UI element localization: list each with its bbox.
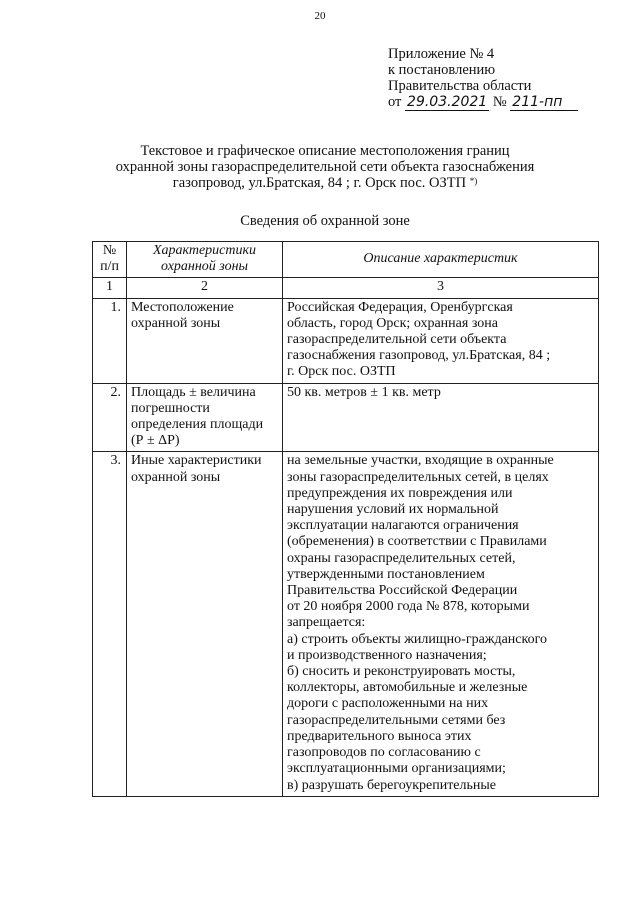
appendix-date-line <box>388 94 628 111</box>
document-title <box>60 143 590 191</box>
page-number: 20 <box>314 10 326 22</box>
number-label: № <box>492 94 507 110</box>
table-row <box>93 452 599 796</box>
row-number: 1. <box>93 298 127 383</box>
description-cell: Российская Федерация, Оренбургская область, город Орск; охранная зона газораспределительной сети объекта газоснабжения газопровод, ул.Братская, 84 ; г. Орск пос. ОЗТП <box>283 298 599 383</box>
title-line-2: охранной зоны газораспределительной сети объекта газоснабжения <box>115 159 535 175</box>
handwritten-number: 211-пп <box>510 95 578 111</box>
appendix-line-3: Правительства области <box>388 78 532 94</box>
column-number-row <box>93 278 599 298</box>
characteristic-cell: Иные характеристики охранной зоны <box>127 452 283 796</box>
title-line-3 <box>60 175 590 191</box>
column-number: 3 <box>283 278 599 298</box>
section-heading: Сведения об охранной зоне <box>240 213 410 229</box>
characteristic-cell: Местоположение охранной зоны <box>127 298 283 383</box>
handwritten-date: 29.03.2021 <box>407 94 488 110</box>
header-characteristics: Характеристики охранной зоны <box>127 242 283 278</box>
protection-zone-table <box>92 241 599 797</box>
table-row <box>93 383 599 452</box>
row-number: 3. <box>93 452 127 796</box>
description-cell: на земельные участки, входящие в охранные зоны газораспределительных сетей, в целях предупреждения их повреждения или нарушения условий их нормальной эксплуатации налагаются ограничения (обременения) в соответствии с Правилами охраны газораспределительных сетей, утвержденными постановлением Правительства Российской Федерации от 20 ноября 2000 года № 878, которыми запрещается: а) строить объекты жилищно-гражданского и производственного назначения; б) сносить и реконструировать мосты, коллекторы, автомобильные и железные дороги с расположенными на них газораспределительными сетями без предварительного выноса этих газопроводов по согласованию с эксплуатационными организациями; в) разрушать берегоукрепительные <box>283 452 599 796</box>
column-number: 1 <box>93 278 127 298</box>
characteristic-cell: Площадь ± величина погрешности определения площади (Р ± ΔР) <box>127 383 283 452</box>
appendix-line-1: Приложение № 4 <box>388 46 495 62</box>
footnote-mark: *) <box>469 176 478 186</box>
appendix-block <box>388 46 628 111</box>
appendix-line-2: к постановлению <box>388 62 496 78</box>
column-number: 2 <box>127 278 283 298</box>
row-number: 2. <box>93 383 127 452</box>
title-line-1: Текстовое и графическое описание местоположения границ <box>140 143 510 159</box>
title-line-3-text: газопровод, ул.Братская, 84 ; г. Орск пос. ОЗТП <box>172 175 467 191</box>
from-label: от <box>388 94 402 110</box>
description-cell: 50 кв. метров ± 1 кв. метр <box>283 383 599 452</box>
header-number: № п/п <box>93 242 127 278</box>
header-description: Описание характеристик <box>283 242 599 278</box>
table-header-row <box>93 242 599 278</box>
table-row <box>93 298 599 383</box>
